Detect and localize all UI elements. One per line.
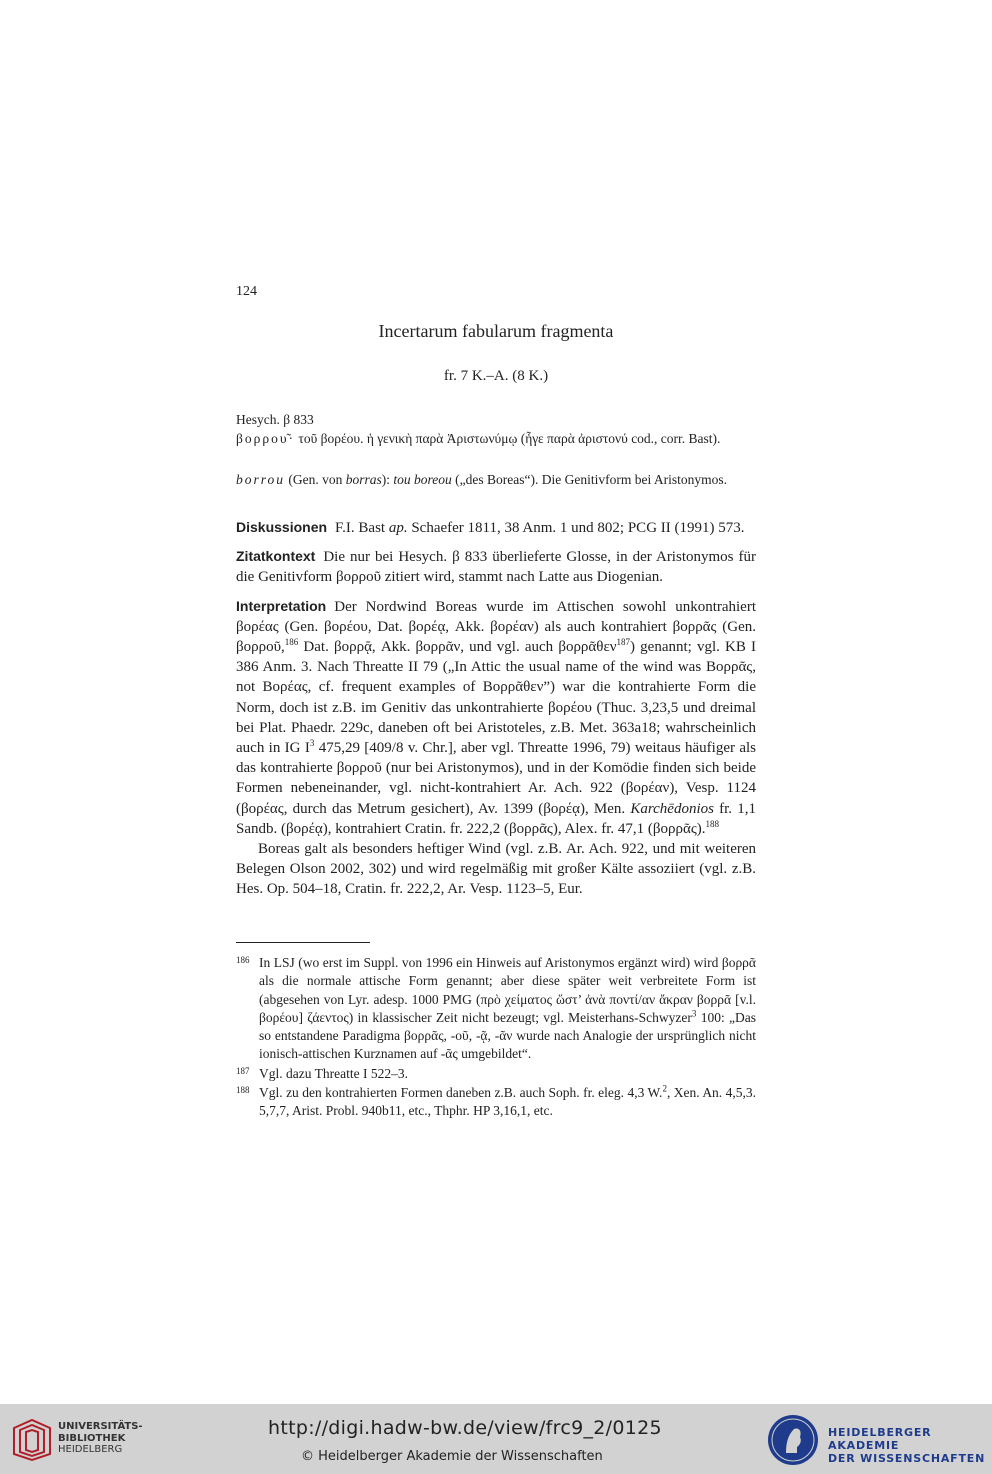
footnote-divider <box>236 942 370 943</box>
section-label: Zitatkontext <box>236 548 316 565</box>
library-name-line: HEIDELBERG <box>58 1444 123 1455</box>
footnote-ref[interactable]: 187 <box>616 637 631 648</box>
section-text: Die nur bei Hesych. β 833 überlieferte Glosse, in der Aristonymos für die Genitivform βορροῦ zitiert wird, stammt nach Latte aus Diogenian. <box>236 549 756 586</box>
footnote <box>236 1065 756 1083</box>
translation-part: tou boreou <box>393 472 452 487</box>
viewer-footer <box>0 1404 992 1474</box>
superscript: 3 <box>309 738 315 749</box>
footnote-text: 100: „Das so entstandene Paradigma βορρᾶς, -οῦ, -ᾷ, -ᾶν wurde nach Analogie der ursprünglich nicht ionisch-attischen Kurznamen auf -ᾶς umgebildet“. <box>259 1009 756 1062</box>
academy-name-line: HEIDELBERGER AKADEMIE <box>828 1426 932 1452</box>
translation-part: („des Boreas“). Die Genitivform bei Aristonymos. <box>451 472 727 487</box>
footnote-ref[interactable]: 188 <box>705 818 720 829</box>
section-text: 475,29 [409/8 v. Chr.], aber vgl. Threatte 1996, 79) weitaus häufiger als das kontrahierte βορροῦ (nur bei Aristonymos), und in der Komödie finden sich beide Formen nebeneinander, vgl. nicht-kontrahiert Ar. Ach. 922 (βορέαν), Vesp. 1124 (βορέας, durch das Metrum gesichert), Av. 1399 (βορέᾳ), Men. <box>236 740 757 817</box>
page-number: 124 <box>236 284 257 299</box>
section-zitatkontext <box>236 546 756 587</box>
commentary <box>236 517 756 900</box>
footnote <box>236 1084 756 1121</box>
fragment-alt-number: (8 K.) <box>512 368 549 384</box>
lemma: βορρου̃· <box>236 431 296 446</box>
source-citation: Hesych. β 833 <box>236 412 314 427</box>
translation-lemma: borrou <box>236 472 286 487</box>
paragraph-boreas: Boreas galt als besonders heftiger Wind (vgl. z.B. Ar. Ach. 922, und mit weiteren Belegen Olson 2002, 302) und wird regelmäßig mit großer Kälte assoziiert (vgl. z.B. Hes. Op. 504–18, Cratin. fr. 222,2, Ar. Vesp. 1123–5, Eur. <box>236 841 756 898</box>
academy-seal-icon[interactable] <box>766 1413 820 1467</box>
permalink-url[interactable]: http://digi.hadw-bw.de/view/frc9_2/0125 <box>268 1417 662 1439</box>
footnote <box>236 954 756 1064</box>
superscript: 2 <box>662 1083 667 1094</box>
section-text: ) genannt; vgl. KB I 386 Anm. 3. Nach Threatte II 79 („In Attic the usual name of the wind was Βορρᾶς, not Βορέας, cf. frequent examples of Βορρᾶθεν”) war die kontrahierte Form die Norm, doch ist z.B. im Genitiv das unkontrahierte βορέου (Thuc. 3,23,5 und dreimal bei Plat. Phaedr. 229c, daneben oft bei Aristoteles, z.B. Met. 363a18; wahrscheinlich auch in IG I <box>236 639 756 757</box>
section-text: ap. <box>388 520 408 536</box>
section-text: fr. 1,1 Sandb. (βορέᾳ), kontrahiert Cratin. fr. 222,2 (βορρᾶς), Alex. fr. 47,1 (βορρᾶς). <box>236 800 756 837</box>
footnotes <box>236 954 756 1122</box>
gloss: τοῦ βορέου. ἡ γενικὴ παρὰ Ἀριστωνύμῳ (ἦγε παρὰ ἀριστονύ cod., corr. Bast). <box>295 431 721 446</box>
library-name-line: BIBLIOTHEK <box>58 1432 126 1444</box>
source-greek <box>236 429 756 448</box>
section-interpretation <box>236 596 756 839</box>
section-text: Der Nordwind Boreas wurde im Attischen sowohl unkontrahiert βορέας (Gen. βορέου, Dat. βορέᾳ, Akk. βορέαν) als auch kontrahiert βορρᾶς (Gen. βορροῦ, <box>236 598 756 656</box>
fragment-number: fr. 7 K.–A. <box>443 368 509 384</box>
translation <box>236 470 756 489</box>
university-library-name <box>58 1421 143 1456</box>
footnote-number: 186 <box>236 955 250 965</box>
translation-part: (Gen. von <box>285 472 346 487</box>
section-text: Karchēdonios <box>630 800 714 817</box>
academy-name <box>828 1426 992 1465</box>
library-name-line: UNIVERSITÄTS- <box>58 1421 143 1432</box>
footnote-text: Vgl. dazu Threatte I 522–3. <box>259 1065 408 1081</box>
footnote-number: 187 <box>236 1065 250 1076</box>
section-label: Diskussionen <box>236 519 328 535</box>
fragment-title <box>236 368 756 385</box>
page-title: Incertarum fabularum fragmenta <box>378 321 614 341</box>
copyright-text: © Heidelberger Akademie der Wissenschaften <box>301 1449 603 1464</box>
section-diskussionen <box>236 517 756 538</box>
section-label: Interpretation <box>236 597 327 614</box>
superscript: 3 <box>691 1008 697 1019</box>
translation-part: borras <box>345 472 382 487</box>
translation-part: ): <box>381 472 394 487</box>
footnote-number: 188 <box>236 1085 250 1096</box>
section-text: Schaefer 1811, 38 Anm. 1 und 802; PCG II (1991) 573. <box>407 520 745 536</box>
footnote-text: , Xen. An. 4,5,3. 5,7,7, Arist. Probl. 940b11, etc., Thphr. HP 3,16,1, etc. <box>259 1085 757 1119</box>
footnote-text: Vgl. zu den kontrahierten Formen daneben z.B. auch Soph. fr. eleg. 4,3 W. <box>259 1085 663 1101</box>
academy-name-line: DER WISSENSCHAFTEN <box>828 1452 986 1465</box>
footnote-ref[interactable]: 186 <box>284 637 299 648</box>
source-text <box>236 410 756 448</box>
section-text: F.I. Bast <box>335 520 389 536</box>
section-text: Dat. βορρᾷ, Akk. βορρᾶν, und vgl. auch βορρᾶθεν <box>298 639 617 656</box>
footnote-text: In LSJ (wo erst im Suppl. von 1996 ein Hinweis auf Aristonymos ergänzt wird) wird βορρᾶ als die normale attische Form genannt; aber diese später weit verbreitete Form ist (abgesehen von Lyr. adesp. 1000 PMG (πρὸ χείματος ὥστ’ ἀνὰ ποντί/αν ἄκραν βορρᾶ [v.l. βορέου] ζάεντος) in klassischer Zeit nicht bezeugt; vgl. Meisterhans-Schwyzer <box>259 955 756 1025</box>
